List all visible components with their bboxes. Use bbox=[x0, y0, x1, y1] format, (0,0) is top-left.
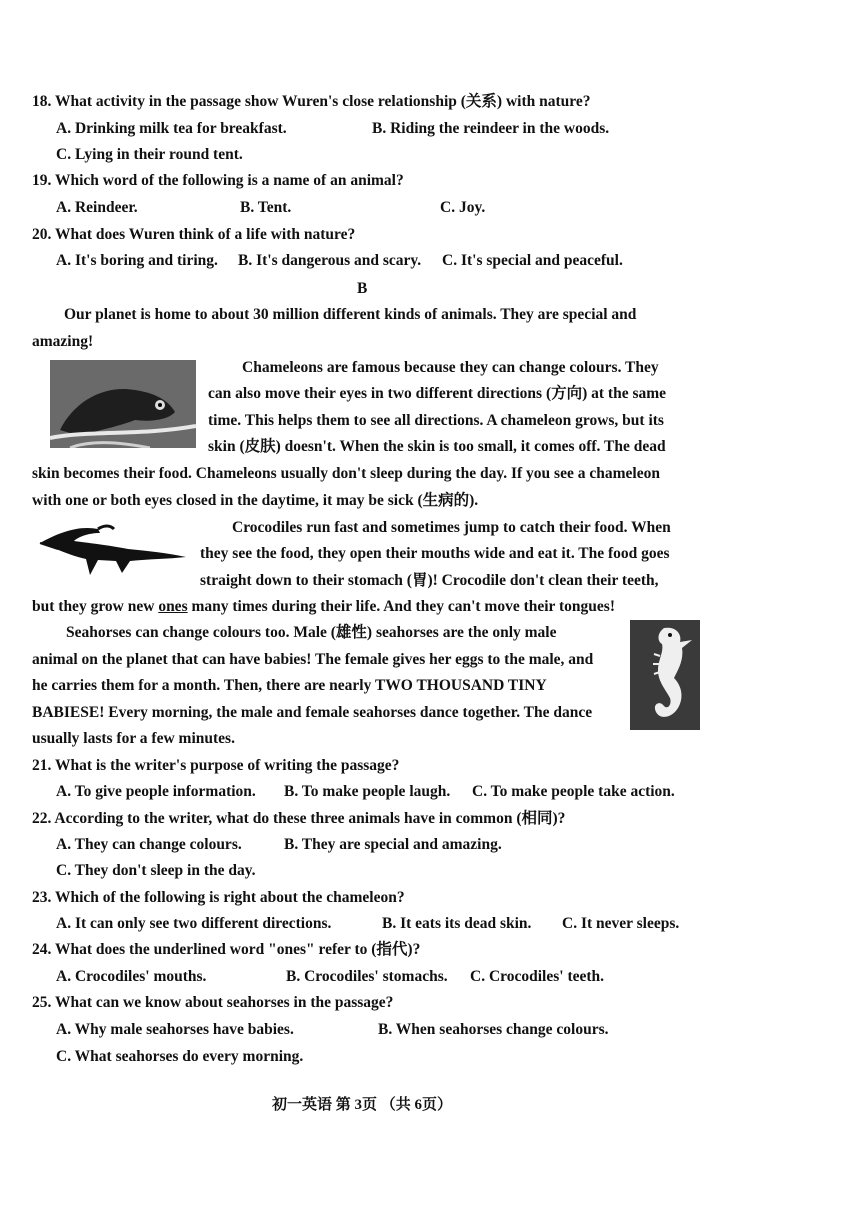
chameleon-line-4: skin (皮肤) doesn't. When the skin is too small, it comes off. The dead bbox=[208, 438, 666, 455]
question-19-option-c: C. Joy. bbox=[440, 199, 486, 216]
question-19-stem: 19. Which word of the following is a name of an animal? bbox=[32, 172, 404, 189]
intro-line-2: amazing! bbox=[32, 333, 94, 350]
question-24-stem: 24. What does the underlined word "ones" refer to (指代)? bbox=[32, 941, 421, 958]
section-label: B bbox=[357, 280, 368, 297]
crocodile-line-3: straight down to their stomach (胃)! Crocodile don't clean their teeth, bbox=[200, 572, 659, 589]
crocodile-line-4 bbox=[32, 596, 615, 618]
question-21-option-b: B. To make people laugh. bbox=[284, 783, 451, 800]
seahorse-line-4: BABIESE! Every morning, the male and female seahorses dance together. The dance bbox=[32, 704, 593, 721]
seahorse-image bbox=[630, 620, 700, 730]
seahorse-line-2: animal on the planet that can have babies! The female gives her eggs to the male, and bbox=[32, 651, 594, 668]
question-25-option-b: B. When seahorses change colours. bbox=[378, 1021, 609, 1038]
chameleon-line-5: skin becomes their food. Chameleons usually don't sleep during the day. If you see a chameleon bbox=[32, 465, 660, 482]
question-18-option-b: B. Riding the reindeer in the woods. bbox=[372, 120, 610, 137]
intro-line-1: Our planet is home to about 30 million different kinds of animals. They are special and bbox=[64, 306, 637, 323]
question-24-option-b: B. Crocodiles' stomachs. bbox=[286, 968, 448, 985]
chameleon-line-2: can also move their eyes in two different directions (方向) at the same bbox=[208, 385, 667, 402]
question-19-option-b: B. Tent. bbox=[240, 199, 292, 216]
question-23-option-b: B. It eats its dead skin. bbox=[382, 915, 532, 932]
crocodile-image bbox=[38, 515, 188, 585]
question-22-stem: 22. According to the writer, what do these three animals have in common (相同)? bbox=[32, 810, 566, 827]
chameleon-line-3: time. This helps them to see all directions. A chameleon grows, but its bbox=[208, 412, 664, 429]
crocodile-line-2: they see the food, they open their mouths wide and eat it. The food goes bbox=[200, 545, 670, 562]
question-23-option-c: C. It never sleeps. bbox=[562, 915, 680, 932]
question-21-stem: 21. What is the writer's purpose of writing the passage? bbox=[32, 757, 400, 774]
question-22-option-b: B. They are special and amazing. bbox=[284, 836, 502, 853]
question-21-option-a: A. To give people information. bbox=[56, 783, 256, 800]
question-18-option-a: A. Drinking milk tea for breakfast. bbox=[56, 120, 287, 137]
question-20-option-c: C. It's special and peaceful. bbox=[442, 252, 623, 269]
question-25-option-c: C. What seahorses do every morning. bbox=[56, 1048, 304, 1065]
question-22-option-c: C. They don't sleep in the day. bbox=[56, 862, 256, 879]
question-20-option-a: A. It's boring and tiring. bbox=[56, 252, 218, 269]
seahorse-line-1: Seahorses can change colours too. Male (雄性) seahorses are the only male bbox=[66, 624, 557, 641]
question-23-option-a: A. It can only see two different directions. bbox=[56, 915, 332, 932]
question-25-option-a: A. Why male seahorses have babies. bbox=[56, 1021, 294, 1038]
page-footer: 初一英语 第 3页 （共 6页） bbox=[272, 1097, 453, 1113]
crocodile-line-4-pre: but they grow new bbox=[32, 598, 159, 615]
chameleon-image bbox=[50, 360, 196, 448]
question-20-stem: 20. What does Wuren think of a life with nature? bbox=[32, 226, 356, 243]
question-20-option-b: B. It's dangerous and scary. bbox=[238, 252, 422, 269]
underlined-word-ones: ones bbox=[158, 598, 188, 615]
question-19-option-a: A. Reindeer. bbox=[56, 199, 138, 216]
crocodile-line-1: Crocodiles run fast and sometimes jump to catch their food. When bbox=[232, 519, 671, 536]
question-18-stem: 18. What activity in the passage show Wuren's close relationship (关系) with nature? bbox=[32, 93, 591, 110]
crocodile-line-4-post: many times during their life. And they can't move their tongues! bbox=[187, 598, 615, 615]
question-18-option-c: C. Lying in their round tent. bbox=[56, 146, 243, 163]
question-21-option-c: C. To make people take action. bbox=[472, 783, 675, 800]
question-22-option-a: A. They can change colours. bbox=[56, 836, 242, 853]
chameleon-line-6: with one or both eyes closed in the daytime, it may be sick (生病的). bbox=[32, 492, 479, 509]
question-25-stem: 25. What can we know about seahorses in the passage? bbox=[32, 994, 394, 1011]
question-24-option-c: C. Crocodiles' teeth. bbox=[470, 968, 605, 985]
seahorse-line-5: usually lasts for a few minutes. bbox=[32, 730, 235, 747]
seahorse-line-3: he carries them for a month. Then, there are nearly TWO THOUSAND TINY bbox=[32, 677, 547, 694]
chameleon-line-1: Chameleons are famous because they can change colours. They bbox=[242, 359, 659, 376]
question-23-stem: 23. Which of the following is right about the chameleon? bbox=[32, 889, 405, 906]
question-24-option-a: A. Crocodiles' mouths. bbox=[56, 968, 207, 985]
